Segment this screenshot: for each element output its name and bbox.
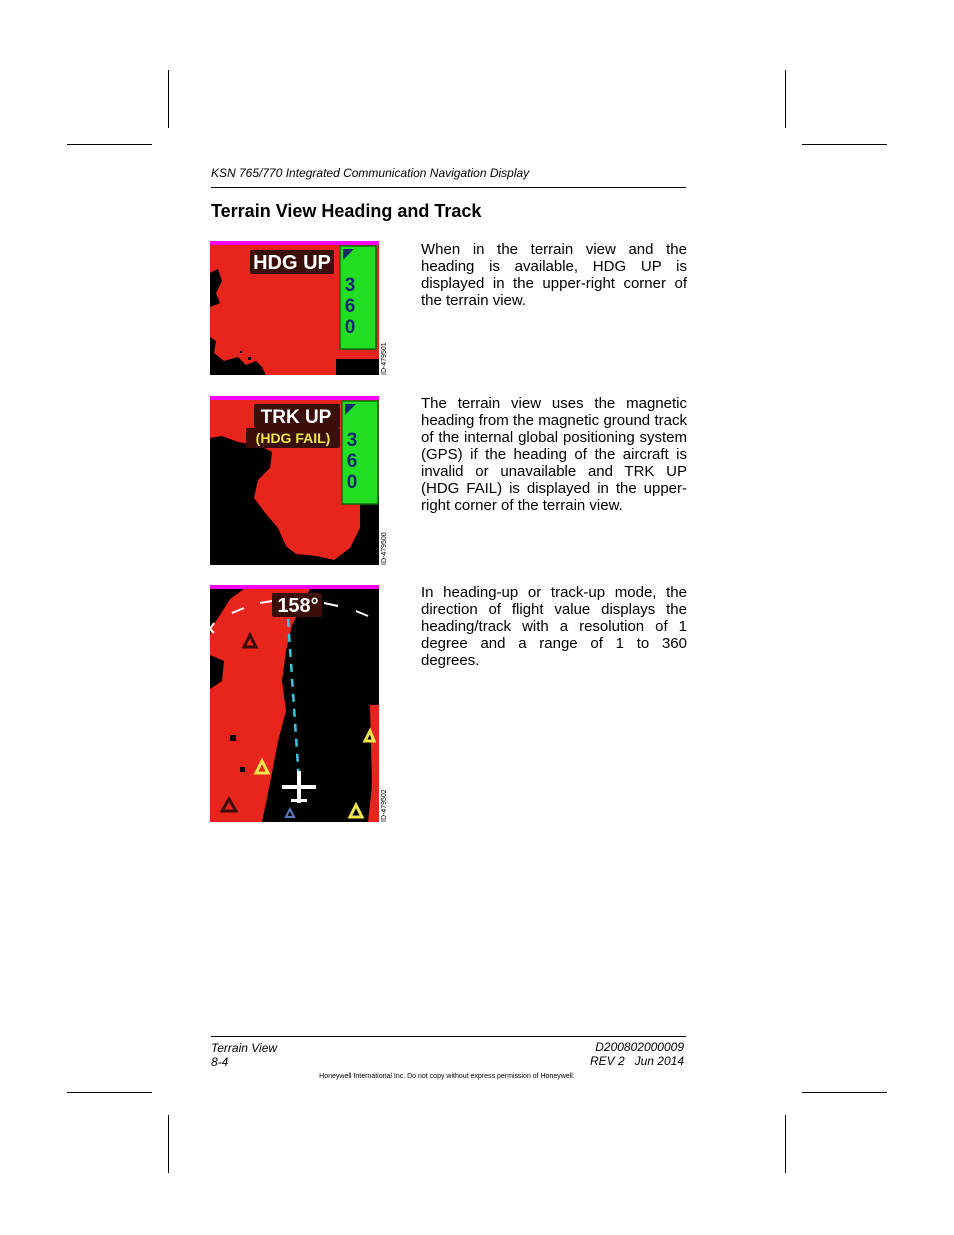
direction-readout: 158° xyxy=(277,595,319,617)
terrain-view-image xyxy=(210,241,379,375)
section-title: Terrain View Heading and Track xyxy=(211,201,482,221)
footer-left xyxy=(211,1041,277,1069)
running-header: KSN 765/770 Integrated Communication Navigation Display xyxy=(211,166,530,180)
crop-mark xyxy=(785,70,786,128)
figure-id: ID-479501 xyxy=(381,342,388,375)
revision-date: REV 2 Jun 2014 xyxy=(589,1054,684,1068)
crop-mark xyxy=(67,144,152,145)
mode-label: TRK UP xyxy=(260,407,332,428)
copyright-notice: Honeywell International Inc. Do not copy without express permission of Honeywell. xyxy=(319,1073,575,1080)
crop-mark xyxy=(802,1092,887,1093)
heading-digit: 6 xyxy=(344,296,356,317)
figure-id: ID-479502 xyxy=(381,789,388,822)
paragraph-hdg-up: When in the terrain view and the heading is available, HDG UP is displayed in the upper-right corner of the terrain view. xyxy=(421,241,687,309)
paragraph-trk-up: The terrain view uses the magnetic heading from the magnetic ground track of the internal global positioning system (GPS) if the heading of the aircraft is invalid or unavailable and TRK UP (HDG FAIL) is displayed in the upper-right corner of the terrain view. xyxy=(421,395,687,514)
heading-digit: 0 xyxy=(344,317,356,338)
document-number: D200802000009 xyxy=(595,1040,684,1054)
header-rule xyxy=(211,187,686,188)
figure-direction-of-flight xyxy=(210,585,379,822)
figure-trk-up xyxy=(210,396,379,565)
hdg-fail-label: (HDG FAIL) xyxy=(255,430,331,446)
crop-mark xyxy=(785,1115,786,1173)
crop-mark xyxy=(802,144,887,145)
page-number: 8-4 xyxy=(211,1055,229,1069)
crop-mark xyxy=(67,1092,152,1093)
terrain-view-image xyxy=(210,585,379,822)
mode-label: HDG UP xyxy=(253,252,331,274)
terrain-view-image xyxy=(210,396,379,565)
crop-mark xyxy=(168,70,169,128)
footer-rule xyxy=(211,1036,686,1037)
crop-mark xyxy=(168,1115,169,1173)
heading-digit: 0 xyxy=(346,472,358,493)
figure-hdg-up xyxy=(210,241,379,375)
footer-chapter: Terrain View xyxy=(211,1041,278,1055)
heading-digit: 6 xyxy=(346,451,358,472)
paragraph-direction-of-flight: In heading-up or track-up mode, the direction of flight value displays the heading/track with a resolution of 1 degree and a range of 1 to 360 degrees. xyxy=(421,584,687,669)
figure-id: ID-479500 xyxy=(381,532,388,565)
heading-digit: 3 xyxy=(346,430,358,451)
footer-right xyxy=(486,1040,684,1068)
heading-digit: 3 xyxy=(344,275,356,296)
